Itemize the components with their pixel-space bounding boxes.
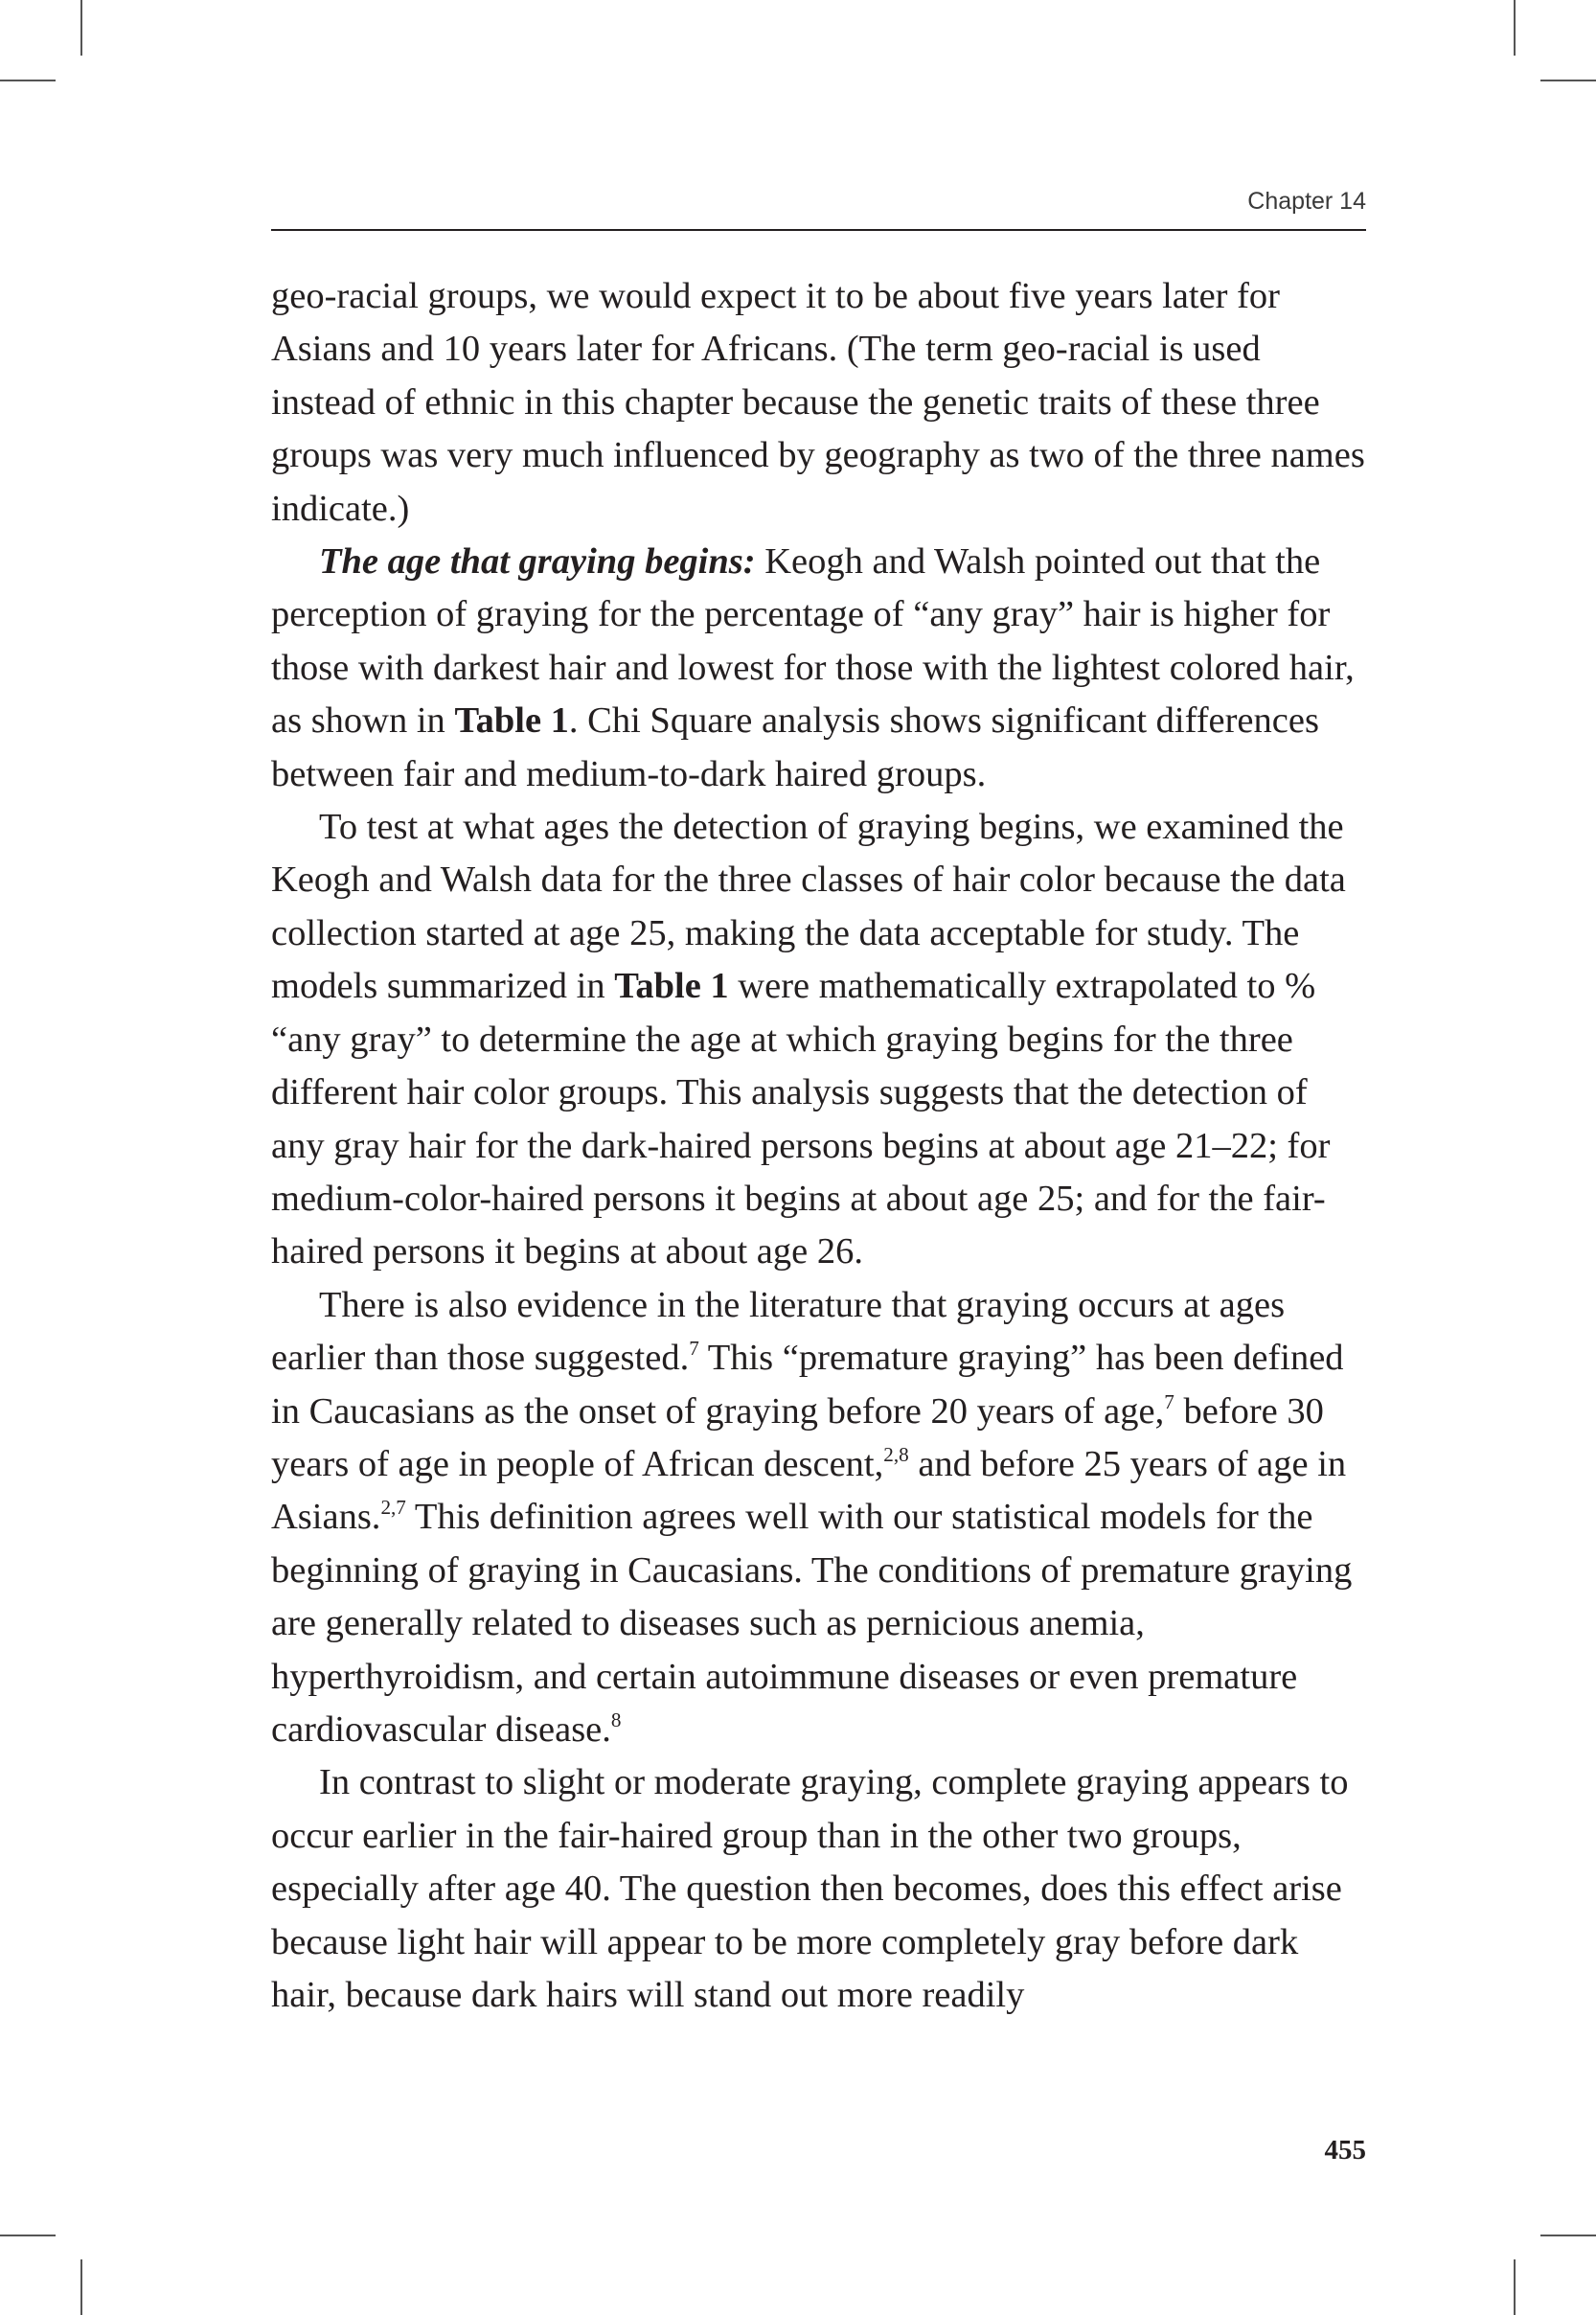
paragraph-text: This definition agrees well with our statistical models for the beginning of graying in Caucasians. The conditions of premature graying are generally related to diseases such as pernicious anemia, hyperthyroidism, and certain autoimmune diseases or even premature cardiovascular disease. — [271, 1497, 1353, 1750]
paragraph-4 — [271, 1279, 1366, 1757]
citation-superscript: 8 — [610, 1708, 622, 1732]
paragraph-text: To test at what ages the detection of graying begins, we examined the Keogh and Walsh data for the three classes of hair color because the data collection started at age 25, making the data acceptable for study. The models summarized in — [271, 807, 1346, 1007]
crop-mark-bottom-right — [1514, 2259, 1516, 2315]
paragraph-text: and before 25 years of age in Asians. — [271, 1443, 1347, 1538]
citation-superscript: 2,7 — [380, 1496, 406, 1520]
crop-mark-bottom-left — [80, 2259, 82, 2315]
paragraph-2 — [271, 536, 1366, 801]
crop-mark-top-right — [1514, 0, 1516, 56]
paragraph-text: Keogh and Walsh pointed out that the perception of graying for the percentage of “any gray” hair is higher for those with darkest hair and lowest for those with the lightest colored hair, as shown in — [271, 541, 1355, 742]
paragraph-5: In contrast to slight or moderate graying, complete graying appears to occur earlier in the fair-haired group than in the other two groups, especially after age 40. The question then becomes, does this effect arise because light hair will appear to be more completely gray before dark hair, because dark hairs will stand out more readily — [271, 1762, 1349, 2015]
table-reference: Table 1 — [454, 700, 569, 742]
paragraph-text: There is also evidence in the literature that graying occurs at ages earlier than those suggested. — [271, 1284, 1286, 1379]
paragraph-lead-in: The age that graying begins: — [319, 541, 756, 583]
citation-superscript: 2,8 — [883, 1443, 909, 1467]
crop-mark-bottom-left-horizontal — [0, 2235, 56, 2236]
paragraph-1: geo-racial groups, we would expect it to be about five years later for Asians and 10 years later for Africans. (The term geo-racial is used instead of ethnic in this chapter because the genetic traits of these three groups was very much influenced by geography as two of the three names indicate.) — [271, 276, 1365, 529]
crop-mark-top-right-horizontal — [1540, 80, 1596, 81]
page-number: 455 — [1324, 2135, 1366, 2166]
citation-superscript: 7 — [1164, 1389, 1174, 1413]
paragraph-text: were mathematically extrapolated to % “any gray” to determine the age at which graying begins for the three different hair color groups. This analysis suggests that the detection of any gray hair for the dark-haired persons begins at about age 21–22; for medium-color-haired persons it begins at about age 25; and for the fair-haired persons it begins at about age 26. — [271, 966, 1331, 1272]
crop-mark-bottom-right-horizontal — [1540, 2235, 1596, 2236]
header-rule — [271, 229, 1366, 231]
body-text — [271, 270, 1366, 2022]
citation-superscript: 7 — [689, 1337, 699, 1361]
table-reference: Table 1 — [614, 966, 729, 1007]
paragraph-text: . Chi Square analysis shows significant differences between fair and medium-to-dark haired groups. — [271, 700, 1319, 794]
running-head: Chapter 14 — [1247, 188, 1366, 215]
paragraph-3 — [271, 801, 1366, 1279]
paragraph-text: This “premature graying” has been defined in Caucasians as the onset of graying before 20 years of age, — [271, 1338, 1344, 1432]
paragraph-text: before 30 years of age in people of African descent, — [271, 1390, 1324, 1484]
crop-mark-top-left — [80, 0, 82, 56]
crop-mark-top-left-horizontal — [0, 80, 56, 81]
